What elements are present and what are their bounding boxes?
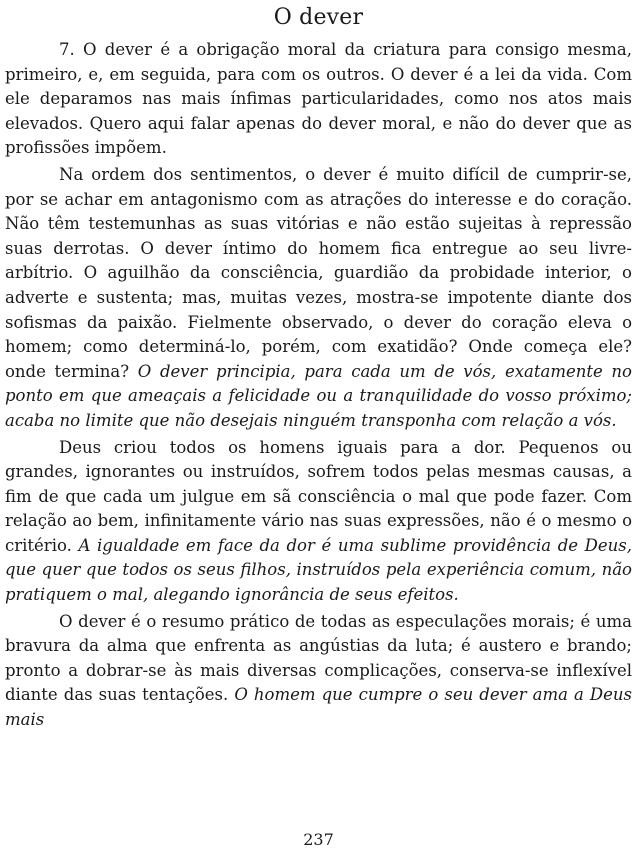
paragraph-2-italic-text: O dever principia, para cada um de vós, exatamente no ponto em que ameaçais a felicidade ou a tranquilidade do vosso próximo; acaba no limite que não desejais ninguém transponha com relação a vós. — [5, 361, 632, 430]
paragraph-3 — [5, 436, 632, 608]
paragraph-3-italic-text: A igualdade em face da dor é uma sublime providência de Deus, que quer que todos os seus filhos, instruídos pela experiência comum, não pratiquem o mal, alegando ignorância de seus efeitos. — [5, 535, 632, 605]
paragraph-4-italic-text: O homem que cumpre o seu dever ama a Deus mais — [5, 685, 632, 730]
paragraph-1-text: 7. O dever é a obrigação moral da criatura para consigo mesma, primeiro, e, em seguida, para com os outros. O dever é a lei da vida. Com ele deparamos nas mais ínfimas particularidades, como nos atos mais elevados. Quero aqui falar apenas do dever moral, e não do dever que as profissões impõem. — [5, 40, 632, 158]
paragraph-3-text: Deus criou todos os homens iguais para a dor. Pequenos ou grandes, ignorantes ou instruídos, sofrem todos pelas mesmas causas, a fim de que cada um julgue em sã consciência o mal que pode fazer. Com relação ao bem, infinitamente vário nas suas expressões, não é o mesmo o critério. — [5, 437, 632, 555]
body-text — [5, 38, 632, 733]
paragraph-4 — [5, 610, 632, 733]
page-number: 237 — [303, 830, 334, 849]
paragraph-2-text: Na ordem dos sentimentos, o dever é muito difícil de cumprir-se, por se achar em antagonismo com as atrações do interesse e do coração. Não têm testemunhas as suas vitórias e não estão sujeitas à repressão suas derrotas. O dever íntimo do homem fica entregue ao seu livre-arbítrio. O aguilhão da consciência, guardião da probidade interior, o adverte e sustenta; mas, muitas vezes, mostra-se impotente diante dos sofismas da paixão. Fielmente observado, o dever do coração eleva o homem; como determiná-lo, porém, com exatidão? Onde começa ele? onde termina? — [5, 164, 632, 381]
paragraph-4-text: O dever é o resumo prático de todas as especulações morais; é uma bravura da alma que enfrenta as angústias da luta; é austero e brando; pronto a dobrar-se às mais diversas complicações, conserva-se inflexível diante das suas tentações. — [5, 611, 632, 705]
book-page — [5, 0, 632, 864]
paragraph-2 — [5, 163, 632, 434]
page-title: O dever — [273, 5, 364, 30]
paragraph-1 — [5, 38, 632, 161]
